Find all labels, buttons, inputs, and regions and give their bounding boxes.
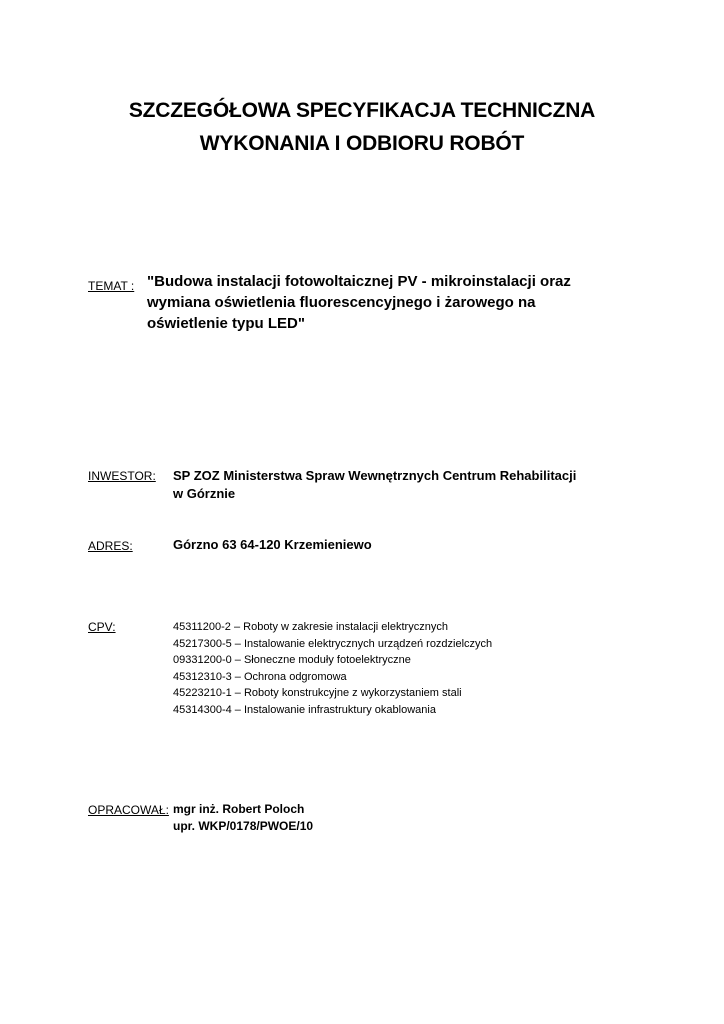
cpv-item: 45217300-5 – Instalowanie elektrycznych urządzeń rozdzielczych bbox=[173, 637, 493, 650]
inwestor-line-1: SP ZOZ Ministerstwa Spraw Wewnętrznych Centrum Rehabilitacji bbox=[173, 468, 577, 483]
title-line-2: WYKONANIA I ODBIORU ROBÓT bbox=[199, 132, 525, 155]
temat-line-3: oświetlenie typu LED" bbox=[147, 315, 305, 332]
cpv-item: 45312310-3 – Ochrona odgromowa bbox=[173, 670, 347, 683]
temat-label: TEMAT : bbox=[88, 279, 135, 293]
author-license: upr. WKP/0178/PWOE/10 bbox=[173, 819, 314, 833]
temat-value bbox=[147, 271, 571, 334]
opracowal-value bbox=[173, 801, 313, 835]
inwestor-value bbox=[173, 467, 576, 503]
cpv-item: 09331200-0 – Słoneczne moduły fotoelektryczne bbox=[173, 654, 411, 667]
cpv-item: 45314300-4 – Instalowanie infrastruktury okablowania bbox=[173, 703, 436, 716]
cpv-label: CPV: bbox=[88, 620, 116, 634]
cpv-list bbox=[173, 619, 492, 719]
document-title bbox=[0, 94, 724, 160]
temat-line-1: "Budowa instalacji fotowoltaicznej PV - mikroinstalacji oraz bbox=[147, 273, 571, 290]
temat-line-2: wymiana oświetlenia fluorescencyjnego i żarowego na bbox=[147, 294, 536, 311]
opracowal-label: OPRACOWAŁ: bbox=[88, 803, 169, 817]
inwestor-line-2: w Górznie bbox=[173, 486, 236, 501]
inwestor-label: INWESTOR: bbox=[88, 469, 156, 483]
adres-label: ADRES: bbox=[88, 539, 133, 553]
cpv-item: 45311200-2 – Roboty w zakresie instalacji elektrycznych bbox=[173, 621, 448, 633]
author-name: mgr inż. Robert Poloch bbox=[173, 802, 305, 816]
cpv-item: 45223210-1 – Roboty konstrukcyjne z wykorzystaniem stali bbox=[173, 687, 462, 700]
title-line-1: SZCZEGÓŁOWA SPECYFIKACJA TECHNICZNA bbox=[128, 99, 596, 122]
adres-value: Górzno 63 64-120 Krzemieniewo bbox=[173, 537, 372, 552]
